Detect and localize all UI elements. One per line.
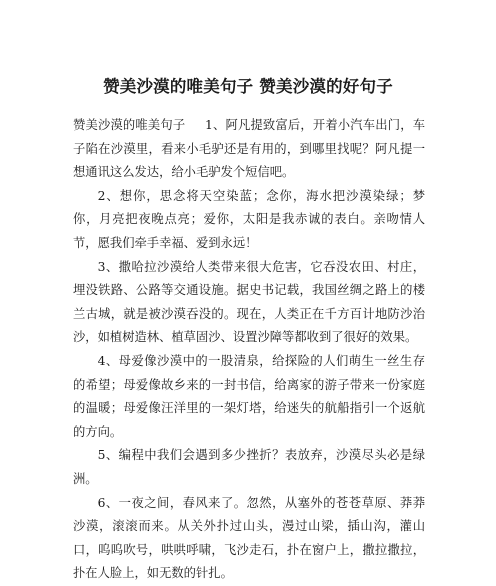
paragraph-2	[73, 185, 425, 256]
paragraph-text: 4、母爱像沙漠中的一股清泉，给探险的人们萌生一丝生存的希望；母爱像故乡来的一封书信，给离家的游子带来一份家庭的温暖；母爱像汪洋里的一架灯塔，给迷失的航船指引一个返航的方向。	[73, 353, 425, 439]
paragraph-3	[73, 256, 425, 350]
paragraph-text: 6、一夜之间，春风来了。忽然，从塞外的苍苍草原、莽莽沙漠，滚滚而来。从关外扑过山头，漫过山梁，插山沟，灌山口，呜呜吹号，哄哄呼啸，飞沙走石，扑在窗户上，撒拉撒拉，扑在人脸上，如无数的针扎。	[73, 495, 425, 581]
paragraph-lead: 赞美沙漠的唯美句子	[73, 118, 186, 132]
paragraph-text: 5、编程中我们会遇到多少挫折？表放弃，沙漠尽头必是绿洲。	[73, 448, 425, 486]
paragraph-5	[73, 444, 425, 491]
paragraph-1	[73, 114, 425, 185]
paragraph-text: 3、撒哈拉沙漠给人类带来很大危害，它吞没农田、村庄，埋没铁路、公路等交通设施。据史书记载，我国丝绸之路上的楼兰古城，就是被沙漠吞没的。现在，人类正在千方百计地防沙治沙，如植树造林、植草固沙、设置沙障等都收到了很好的效果。	[73, 259, 425, 345]
paragraph-4	[73, 350, 425, 444]
paragraph-text: 2、想你，思念将天空染蓝；念你，海水把沙漠染绿；梦你，月亮把夜晚点亮；爱你，太阳是我赤诚的表白。亲吻情人节，愿我们牵手幸福、爱到永远！	[73, 188, 425, 250]
paragraph-text: 1、阿凡提致富后，开着小汽车出门，车子陷在沙漠里，看来小毛驴还是有用的，到哪里找呢？阿凡提一想通讯这么发达，给小毛驴发个短信吧。	[73, 118, 425, 180]
article-body	[73, 114, 425, 586]
paragraph-6	[73, 492, 425, 586]
page-title: 赞美沙漠的唯美句子 赞美沙漠的好句子	[103, 77, 393, 96]
